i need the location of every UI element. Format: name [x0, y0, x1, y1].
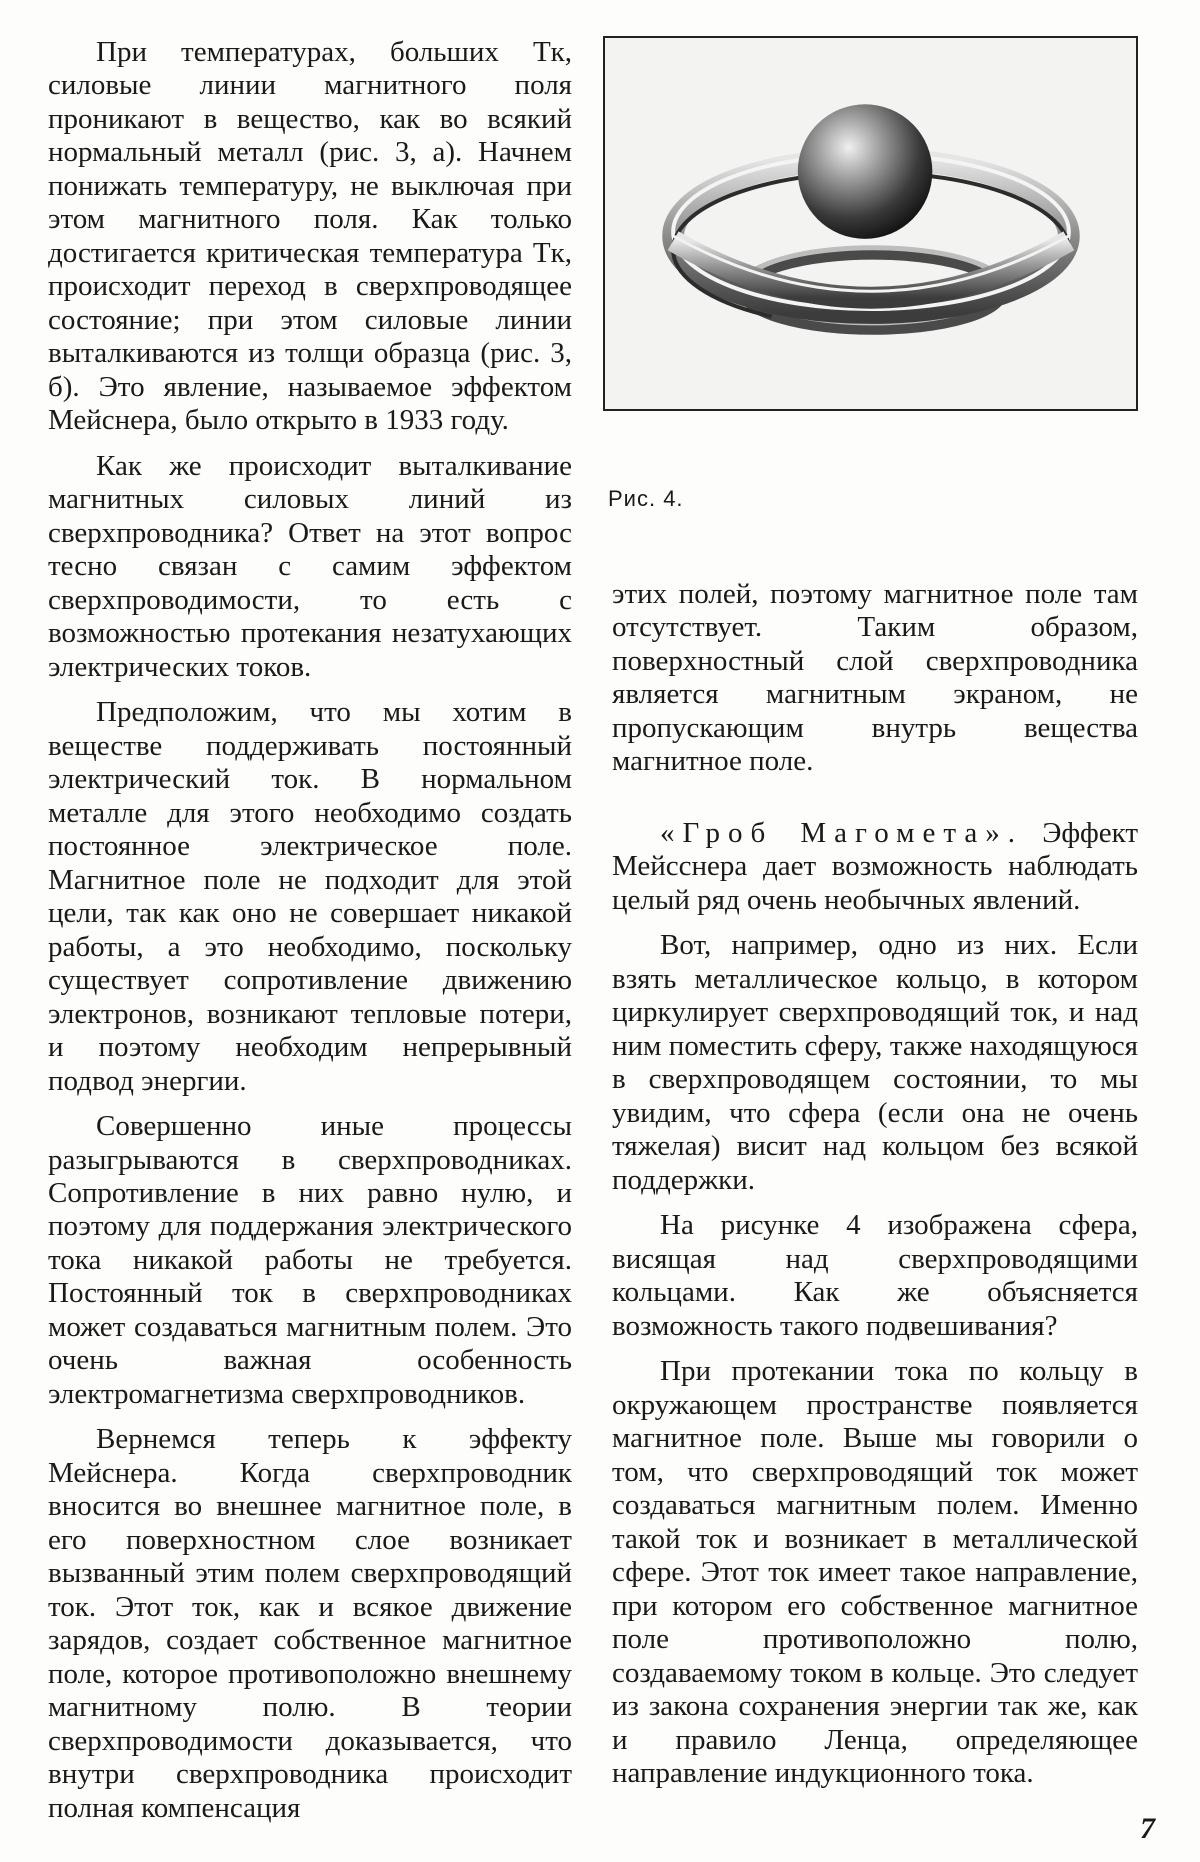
paragraph: Вот, например, одно из них. Если взять металлическое кольцо, в котором циркулирует сверхпроводящий ток, и над ним поместить сферу, также находящуюся в сверхпроводящем состоянии, то мы увидим, что сфера (если она не очень тяжелая) висит над кольцом без всякой поддержки. [612, 929, 1138, 1196]
paragraph-text: Эффект Мейсснера дает возможность наблюдать целый ряд очень необычных явлений. [612, 816, 1138, 916]
paragraph: Совершенно иные процессы разыгрываются в сверхпроводниках. Сопротивление в них равно нулю, и поэтому для поддержания электрического тока никакой работы не требуется. Постоянный ток в сверхпроводниках может создаваться магнитным полем. Это очень важная особенность электромагнетизма сверхпроводников. [48, 1110, 572, 1410]
left-column [48, 36, 572, 1837]
section-title: «Гроб Магомета». [660, 816, 1024, 849]
paragraph: При протекании тока по кольцу в окружающем пространстве появляется магнитное поле. Выше мы говорили о том, что сверхпроводящий ток может создаваться магнитным полем. Именно такой ток и возникает в металлической сфере. Этот ток имеет такое направление, при котором его собственное магнитное поле противоположно полю, создаваемому током в кольце. Это следует из закона сохранения энергии так же, как и правило Ленца, определяющее направление индукционного тока. [612, 1355, 1138, 1789]
figure-4-sphere-over-rings [603, 36, 1138, 411]
paragraph [612, 817, 1138, 917]
paragraph: Как же происходит выталкивание магнитных силовых линий из сверхпроводника? Ответ на этот вопрос тесно связан с самим эффектом сверхпроводимости, то есть с возможностью протекания незатухающих электрических токов. [48, 449, 572, 683]
paragraph: этих полей, поэтому магнитное поле там отсутствует. Таким образом, поверхностный слой сверхпроводника является магнитным экраном, не пропускающим внутрь вещества магнитное поле. [612, 578, 1138, 778]
page-number: 7 [1140, 1812, 1155, 1845]
paragraph: Предположим, что мы хотим в веществе поддерживать постоянный электрический ток. В нормальном металле для этого необходимо создать постоянное электрическое поле. Магнитное поле не подходит для этой цели, так как оно не совершает никакой работы, а это необходимо, поскольку существует сопротивление движению электронов, возникают тепловые потери, и поэтому необходим непрерывный подвод энергии. [48, 696, 572, 1097]
right-column [612, 578, 1138, 1802]
paragraph: На рисунке 4 изображена сфера, висящая над сверхпроводящими кольцами. Как же объясняется возможность такого подвешивания? [612, 1209, 1138, 1342]
paragraph: При температурах, больших Tк, силовые линии магнитного поля проникают в вещество, как во всякий нормальный металл (рис. 3, а). Начнем понижать температуру, не выключая при этом магнитного поля. Как только достигается критическая температура Tк, происходит переход в сверхпроводящее состояние; при этом силовые линии выталкиваются из толщи образца (рис. 3, б). Это явление, называемое эффектом Мейснера, было открыто в 1933 году. [48, 36, 572, 437]
sphere-levitating-illustration [605, 38, 1136, 409]
section-gap [612, 791, 1138, 817]
figure-caption: Рис. 4. [608, 486, 684, 511]
paragraph: Вернемся теперь к эффекту Мейснера. Когда сверхпроводник вносится во внешнее магнитное поле, в его поверхностном слое возникает вызванный этим полем сверхпроводящий ток. Этот ток, как и всякое движение зарядов, создает собственное магнитное поле, которое противоположно внешнему магнитному полю. В теории сверхпроводимости доказывается, что внутри сверхпроводника происходит полная компенсация [48, 1423, 572, 1824]
